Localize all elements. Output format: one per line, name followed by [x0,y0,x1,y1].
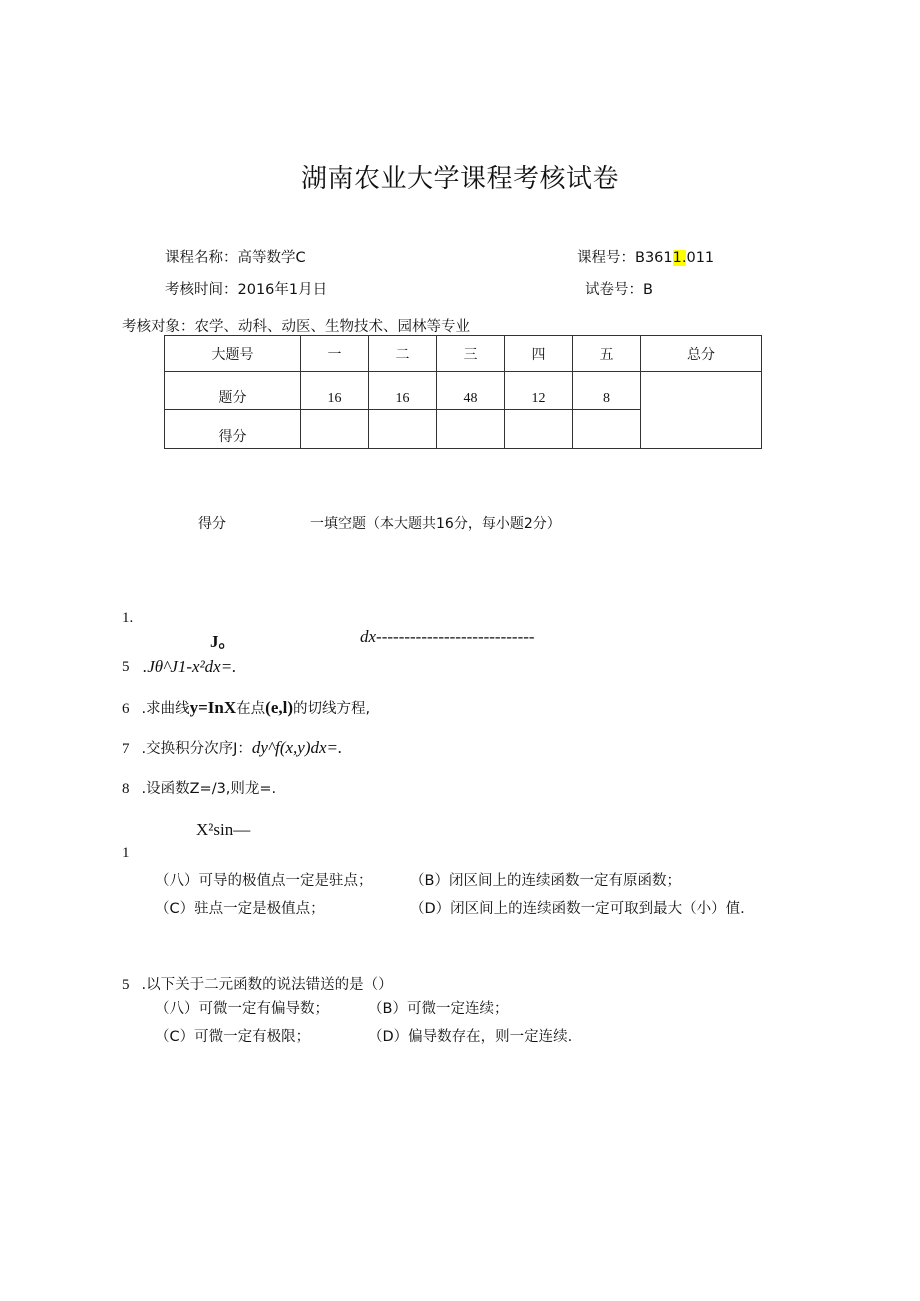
question-6-mid: 在点 [236,701,266,717]
question-5b [122,973,393,994]
score-cell-2 [369,410,437,449]
header-cell-5: 五 [573,336,641,372]
course-number-prefix: 课程号：B361 [577,250,673,266]
question-5b-choice-b: （B）可微一定连续； [368,1001,509,1017]
course-number-highlight: 1. [672,250,687,266]
question-7-pre: .交换积分次序J： [141,741,252,757]
score-table-points-row [165,372,762,410]
question-1-number: 1. [122,610,134,626]
question-6 [122,697,370,718]
points-cell-4: 12 [505,372,573,410]
course-name: 课程名称：高等数学C [165,250,306,266]
exam-time: 考核时间：2016年1月日 [165,282,328,298]
question-7 [122,737,342,758]
question-7-math: dy^f(x,y)dx=. [251,738,343,757]
header-cell-3: 三 [437,336,505,372]
points-cell-1: 16 [301,372,369,410]
section1-score-label: 得分 [198,516,226,532]
question-5b-choice-a: （八）可微一定有偏导数； [155,1001,329,1017]
header-cell-1: 一 [301,336,369,372]
question-8-text: .设函数Z=/3,则龙=. [141,781,277,797]
score-table [164,335,762,449]
question-1-integral: J。 [210,632,236,651]
question-5b-choice-d: （D）偏导数存在，则一定连续. [368,1029,573,1045]
question-5b-choice-c: （C）可微一定有极限； [155,1029,311,1045]
question-5b-text: .以下关于二元函数的说法错送的是（） [141,977,393,993]
score-label: 得分 [165,410,301,449]
choice-b: （B）闭区间上的连续函数一定有原函数； [410,873,681,889]
question-6-point: (e,l) [265,698,293,717]
course-number-suffix: 011 [686,250,715,266]
points-cell-5: 8 [573,372,641,410]
header-cell-2: 二 [369,336,437,372]
choice-d: （D）闭区间上的连续函数一定可取到最大（小）值. [410,901,745,917]
question-last-number: 1 [122,845,130,861]
header-cell-section: 大题号 [165,336,301,372]
question-5-number: 5 [122,659,130,675]
score-cell-1 [301,410,369,449]
question-6-post: 的切线方程, [293,701,371,717]
question-6-equation: y=InX [189,698,237,717]
paper-number: 试卷号：B [585,282,653,298]
exam-title: 湖南农业大学课程考核试卷 [300,164,619,194]
choice-c: （C）驻点一定是极值点； [155,901,325,917]
question-1-dx-blank: dx---------------------------- [360,627,535,646]
question-6-pre: .求曲线 [141,701,190,717]
exam-target: 考核对象：农学、动科、动医、生物技术、园林等专业 [122,319,470,335]
points-label: 题分 [165,372,301,410]
total-score-cell [641,372,762,449]
question-8 [122,777,276,798]
fraction-expression: X²sin— [196,820,251,839]
choice-a: （八）可导的极值点一定是驻点； [155,873,373,889]
question-5b-number: 5 [122,977,130,993]
question-6-number: 6 [122,701,130,717]
points-cell-2: 16 [369,372,437,410]
score-cell-4 [505,410,573,449]
score-cell-3 [437,410,505,449]
section1-title: 一填空题（本大题共16分，每小题2分） [310,516,561,532]
score-table-header-row [165,336,762,372]
header-cell-4: 四 [505,336,573,372]
question-8-number: 8 [122,781,130,797]
question-7-number: 7 [122,741,130,757]
course-number [577,246,714,267]
header-cell-total: 总分 [641,336,762,372]
score-cell-5 [573,410,641,449]
question-5-text: .Jθ^J1-x²dx=. [143,657,237,676]
points-cell-3: 48 [437,372,505,410]
